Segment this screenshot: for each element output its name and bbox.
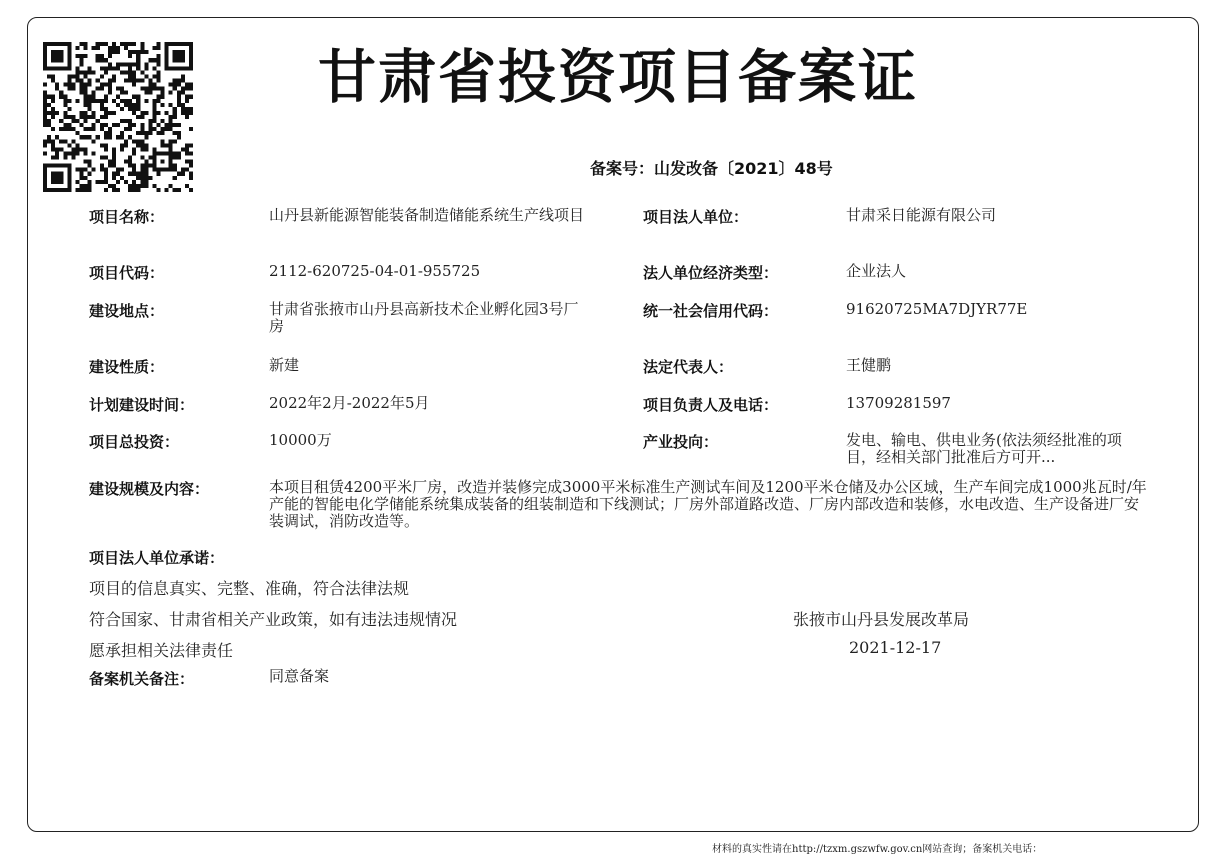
contact-label: 项目负责人及电话： — [643, 396, 779, 414]
economic-type-value: 企业法人 — [846, 262, 907, 280]
authority-name: 张掖市山丹县发展改革局 — [793, 610, 970, 629]
construction-nature-value: 新建 — [269, 356, 300, 374]
commitment-line-1: 项目的信息真实、完整、准确，符合法律法规 — [89, 579, 410, 598]
scale-label: 建设规模及内容： — [89, 480, 210, 498]
certificate-frame — [27, 17, 1199, 832]
project-code-label: 项目代码： — [89, 264, 165, 282]
credit-code-label: 统一社会信用代码： — [643, 302, 779, 320]
project-name-value: 山丹县新能源智能装备制造储能系统生产线项目 — [269, 206, 585, 224]
industry-label: 产业投向： — [643, 433, 719, 451]
plan-time-value: 2022年2月-2022年5月 — [269, 394, 430, 412]
verification-footer: 材料的真实性请在http://tzxm.gszwfw.gov.cn网站查询；备案机关电话： — [712, 844, 1043, 855]
remark-label: 备案机关备注： — [89, 670, 195, 688]
qr-code-icon — [43, 42, 193, 192]
commitment-line-2: 符合国家、甘肃省相关产业政策，如有违法违规情况 — [89, 610, 458, 629]
construction-nature-label: 建设性质： — [89, 358, 165, 376]
remark-value: 同意备案 — [269, 667, 330, 685]
certificate-title: 甘肃省投资项目备案证 — [318, 43, 919, 111]
issue-date: 2021-12-17 — [849, 638, 942, 657]
economic-type-label: 法人单位经济类型： — [643, 264, 779, 282]
total-investment-value: 10000万 — [269, 431, 332, 449]
commitment-line-3: 愿承担相关法律责任 — [89, 641, 234, 660]
legal-unit-label: 项目法人单位： — [643, 208, 749, 226]
credit-code-value: 91620725MA7DJYR77E — [846, 300, 1028, 318]
location-label: 建设地点： — [89, 302, 165, 320]
commitment-heading: 项目法人单位承诺： — [89, 549, 225, 567]
legal-unit-value: 甘肃采日能源有限公司 — [846, 206, 997, 224]
project-name-label: 项目名称： — [89, 208, 165, 226]
record-number: 备案号：山发改备〔2021〕48号 — [590, 159, 833, 178]
total-investment-label: 项目总投资： — [89, 433, 180, 451]
project-code-value: 2112-620725-04-01-955725 — [269, 262, 481, 280]
contact-value: 13709281597 — [846, 394, 951, 412]
location-value: 甘肃省张掖市山丹县高新技术企业孵化园3号厂房 — [269, 300, 579, 335]
plan-time-label: 计划建设时间： — [89, 396, 195, 414]
industry-value: 发电、输电、供电业务(依法须经批准的项目，经相关部门批准后方可开... — [846, 431, 1122, 466]
legal-rep-value: 王健鹏 — [846, 356, 892, 374]
legal-rep-label: 法定代表人： — [643, 358, 734, 376]
scale-value: 本项目租赁4200平米厂房，改造并装修完成3000平米标准生产测试车间及1200平米仓储及办公区域，生产车间完成1000兆瓦时/年产能的智能电化学储能系统集成装备的组装制造和下线测试；厂房外部道路改造、厂房内部改造和装修，水电改造、生产设备进厂安装调试，消防改造等。 — [269, 478, 1147, 530]
